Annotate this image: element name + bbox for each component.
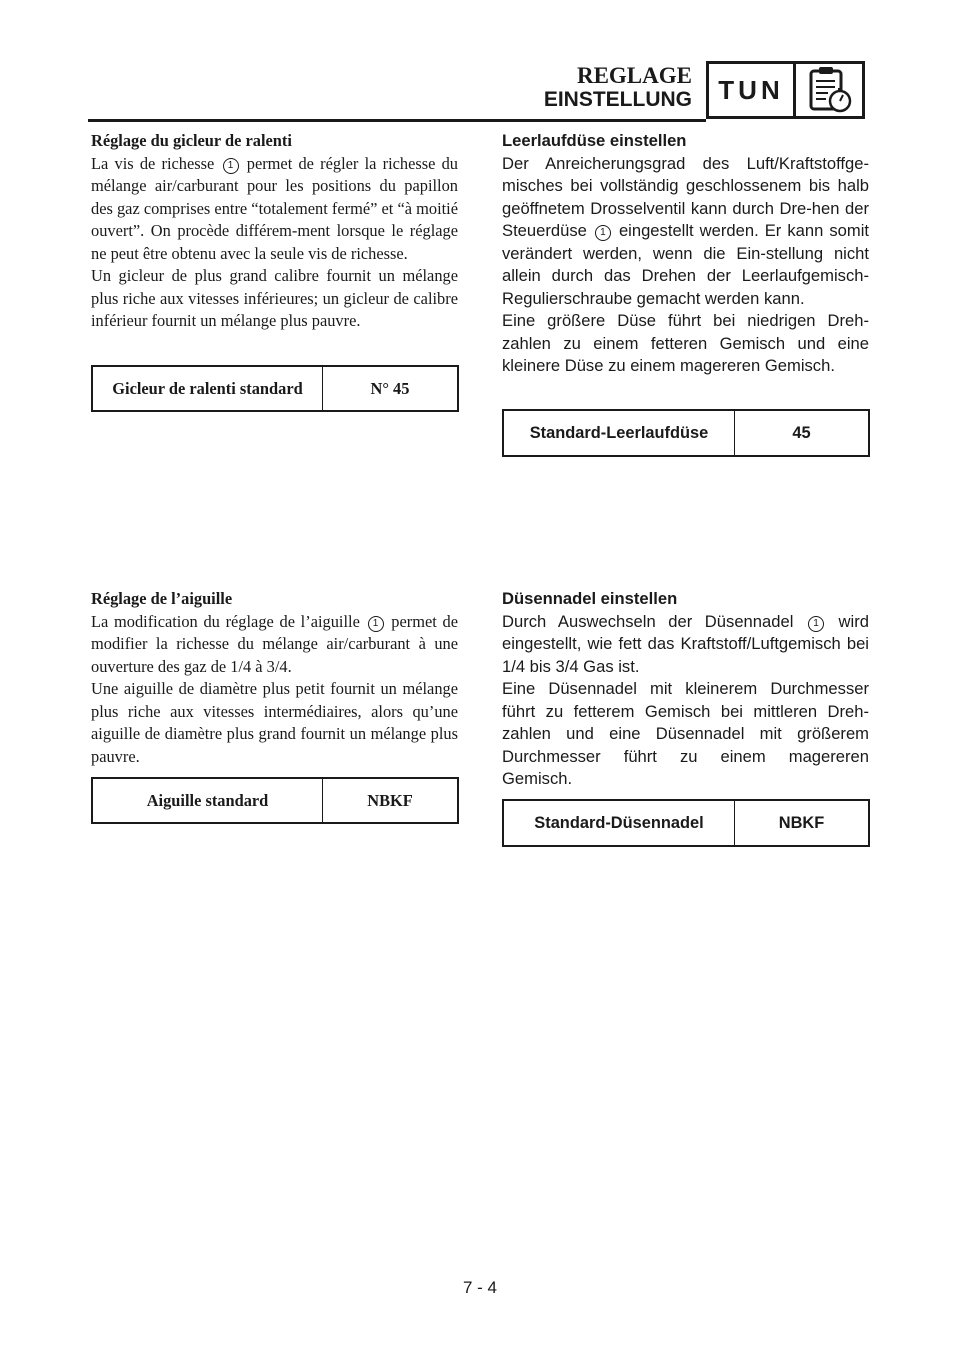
fr-idle-spec-table: [91, 365, 459, 412]
spec-label: Gicleur de ralenti standard: [93, 367, 323, 410]
fr-idle-p1-end: permet de régler la richesse du mélange air/carburant pour les positions du papillon des gaz comprises entre “totalement fermé” et “à moitié ouvert”. On procède différem-ment lorsque le réglage ne peut être obtenu avec la seule vis de richesse.: [91, 153, 458, 263]
header-title-fr: REGLAGE: [576, 63, 692, 88]
callout-number: 1: [595, 225, 611, 241]
de-needle-p1-start: Durch Auswechseln der Düsennadel: [502, 611, 794, 631]
de-needle-paragraph-1: [502, 611, 869, 679]
fr-needle-paragraph-2: Une aiguille de diamètre plus petit fournit un mélange plus riche aux vitesses intermédiaires, alors qu’une aiguille de diamètre plus grand fournit un mélange plus pauvre.: [91, 679, 458, 766]
fr-needle-spec-table: [91, 777, 459, 824]
callout-number: 1: [368, 616, 384, 632]
fr-idle-heading: Réglage du gicleur de ralenti: [91, 131, 292, 150]
de-idle-paragraph-1: [502, 153, 869, 311]
de-idle-heading: Leerlaufdüse einstellen: [502, 131, 687, 150]
de-needle-p1-end: wird eingestellt, wie fett das Kraftstoff/Luftgemisch bei 1/4 bis 3/4 Gas ist.: [502, 611, 869, 676]
spec-label: Standard-Leerlaufdüse: [504, 411, 735, 455]
page-number: 7 - 4: [462, 1278, 498, 1297]
spec-value: N° 45: [370, 378, 410, 398]
spec-value: NBKF: [367, 790, 413, 810]
header-rule: [88, 119, 706, 122]
de-needle-heading: Düsennadel einstellen: [502, 589, 678, 608]
callout-number: 1: [223, 158, 239, 174]
de-needle-spec-table: [502, 799, 870, 847]
fr-idle-p1-start: La vis de richesse: [91, 153, 215, 173]
fr-needle-section: [91, 588, 458, 768]
spec-label: Standard-Düsennadel: [504, 801, 735, 845]
fr-needle-paragraph-1: [91, 611, 458, 679]
de-idle-section: [502, 130, 869, 378]
spec-value: 45: [792, 423, 811, 442]
de-idle-p1-start: Der Anreicherungsgrad des Luft/Kraftstoffge-misches bei vollständig geschlossenem bis halb geöffnetem Drosselventil kann durch Dre-hen der Steuerdüse: [502, 153, 869, 240]
de-needle-paragraph-2: Eine Düsennadel mit kleinerem Durchmesser führt zu fetterem Gemisch bei mittleren Dreh-zahlen und eine Düsennadel mit größerem Durchmesser führt zu einem magereren Gemisch.: [502, 679, 869, 788]
de-idle-spec-table: [502, 409, 870, 457]
de-needle-section: [502, 588, 869, 791]
header-title-de: EINSTELLUNG: [543, 88, 692, 111]
section-code: TUN: [709, 64, 796, 116]
clipboard-stopwatch-icon: [796, 64, 862, 116]
spec-value: NBKF: [778, 813, 825, 832]
de-idle-p1-end: eingestellt werden. Er kann somit verändert werden, wenn die Ein-stellung nicht allein durch das Drehen der Leerlaufgemisch-Regulierschraube gemacht werden kann.: [502, 221, 869, 308]
fr-idle-section: [91, 130, 458, 333]
fr-idle-paragraph-1: [91, 153, 458, 266]
fr-needle-p1-start: La modification du réglage de l’aiguille: [91, 611, 360, 631]
spec-label: Aiguille standard: [93, 779, 323, 822]
fr-needle-p1-end: permet de modifier la richesse du mélange air/carburant à une ouverture des gaz de 1/4 à 3/4.: [91, 611, 458, 676]
section-badge: [706, 61, 865, 119]
fr-idle-paragraph-2: Un gicleur de plus grand calibre fournit un mélange plus riche aux vitesses inférieures; un gicleur de calibre inférieur fournit un mélange plus pauvre.: [91, 266, 458, 330]
fr-needle-heading: Réglage de l’aiguille: [91, 589, 233, 608]
de-idle-paragraph-2: Eine größere Düse führt bei niedrigen Dreh-zahlen zu einem fetteren Gemisch und eine kleinere Düse zu einem magereren Gemisch.: [502, 311, 869, 375]
callout-number: 1: [808, 616, 824, 632]
